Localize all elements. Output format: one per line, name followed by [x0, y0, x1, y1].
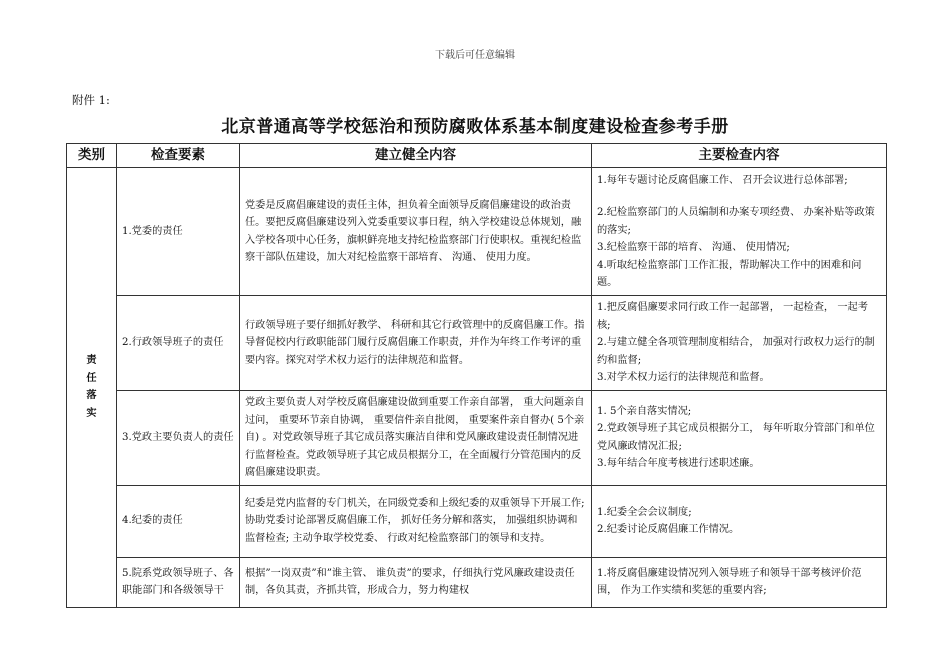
attachment-label: 附件 1:: [72, 93, 110, 107]
checks-cell: 1.将反腐倡廉建设情况列入领导班子和领导干部考核评价范围， 作为工作实绩和奖惩的重要内容;: [592, 557, 887, 607]
content-cell: 党政主要负责人对学校反腐倡廉建设做到重要工作亲自部署， 重大问题亲自过问， 重要环节亲自协调， 重要信件亲自批阅， 重要案件亲自督办( 5个亲自) 。对党政领导班子其它成员落实廉洁自律和党风廉政建设责任制情况进行监督检查。党政领导班子其它成员根据分工，在全面履行分管范围内的反腐倡廉建设职责。: [240, 390, 592, 485]
element-cell: 5.院系党政领导班子、各职能部门和各级领导干: [117, 557, 240, 607]
content-cell: 纪委是党内监督的专门机关，在同级党委和上级纪委的双重领导下开展工作; 协助党委讨论部署反腐倡廉工作， 抓好任务分解和落实， 加强组织协调和监督检查; 主动争取学校党委、 行政对纪检监察部门的领导和支持。: [240, 485, 592, 557]
col-header-checks: 主要检查内容: [592, 144, 887, 168]
element-cell: 4.纪委的责任: [117, 485, 240, 557]
content-cell: 党委是反腐倡廉建设的责任主体，担负着全面领导反腐倡廉建设的政治责任。要把反腐倡廉建设列入党委重要议事日程，纳入学校建设总体规划，融入学校各项中心任务，旗帜鲜亮地支持纪检监察部门行使职权。重视纪检监察干部队伍建设，加大对纪检监察干部培育、 沟通、 使用力度。: [240, 168, 592, 296]
element-cell: 2.行政领导班子的责任: [117, 296, 240, 391]
col-header-content: 建立健全内容: [240, 144, 592, 168]
document-title: 北京普通高等学校惩治和预防腐败体系基本制度建设检查参考手册: [221, 117, 729, 137]
table-row: [67, 168, 887, 296]
element-cell: 3.党政主要负责人的责任: [117, 390, 240, 485]
col-header-element: 检查要素: [117, 144, 240, 168]
checks-cell: 1. 5个亲自落实情况; 2.党政领导班子其它成员根据分工， 每年听取分管部门和单位党风廉政情况汇报; 3.每年结合年度考核进行述职述廉。: [592, 390, 887, 485]
table-row: [67, 557, 887, 607]
table-row: [67, 296, 887, 391]
checks-cell: 1.把反腐倡廉要求同行政工作一起部署， 一起检查， 一起考核; 2.与建立健全各项管理制度相结合， 加强对行政权力运行的制约和监督; 3.对学术权力运行的法律规范和监督。: [592, 296, 887, 391]
checks-cell: 1.每年专题讨论反腐倡廉工作、 召开会议进行总体部署; 2.纪检监察部门的人员编制和办案专项经费、 办案补贴等政策的落实; 3.纪检监察干部的培育、 沟通、 使用情况; 4.听取纪检监察部门工作汇报，帮助解决工作中的困难和问题。: [592, 168, 887, 296]
table-header-row: [67, 144, 887, 168]
table-row: [67, 485, 887, 557]
table-row: [67, 390, 887, 485]
col-header-category: 类别: [67, 144, 117, 168]
checks-cell: 1.纪委全会会议制度; 2.纪委讨论反腐倡廉工作情况。: [592, 485, 887, 557]
checklist-table: [66, 143, 887, 608]
content-cell: 行政领导班子要仔细抓好教学、 科研和其它行政管理中的反腐倡廉工作。指导督促校内行政职能部门履行反腐倡廉工作职责，并作为年终工作考评的重要内容。探究对学术权力运行的法律规范和监督。: [240, 296, 592, 391]
element-cell: 1.党委的责任: [117, 168, 240, 296]
content-cell: 根据”一岗双责”和”谁主管、 谁负责”的要求，仔细执行党风廉政建设责任制，各负其责，齐抓共管，形成合力，努力构建权: [240, 557, 592, 607]
header-note: 下载后可任意编辑: [435, 50, 515, 61]
category-cell: 责 任 落 实: [67, 168, 117, 607]
